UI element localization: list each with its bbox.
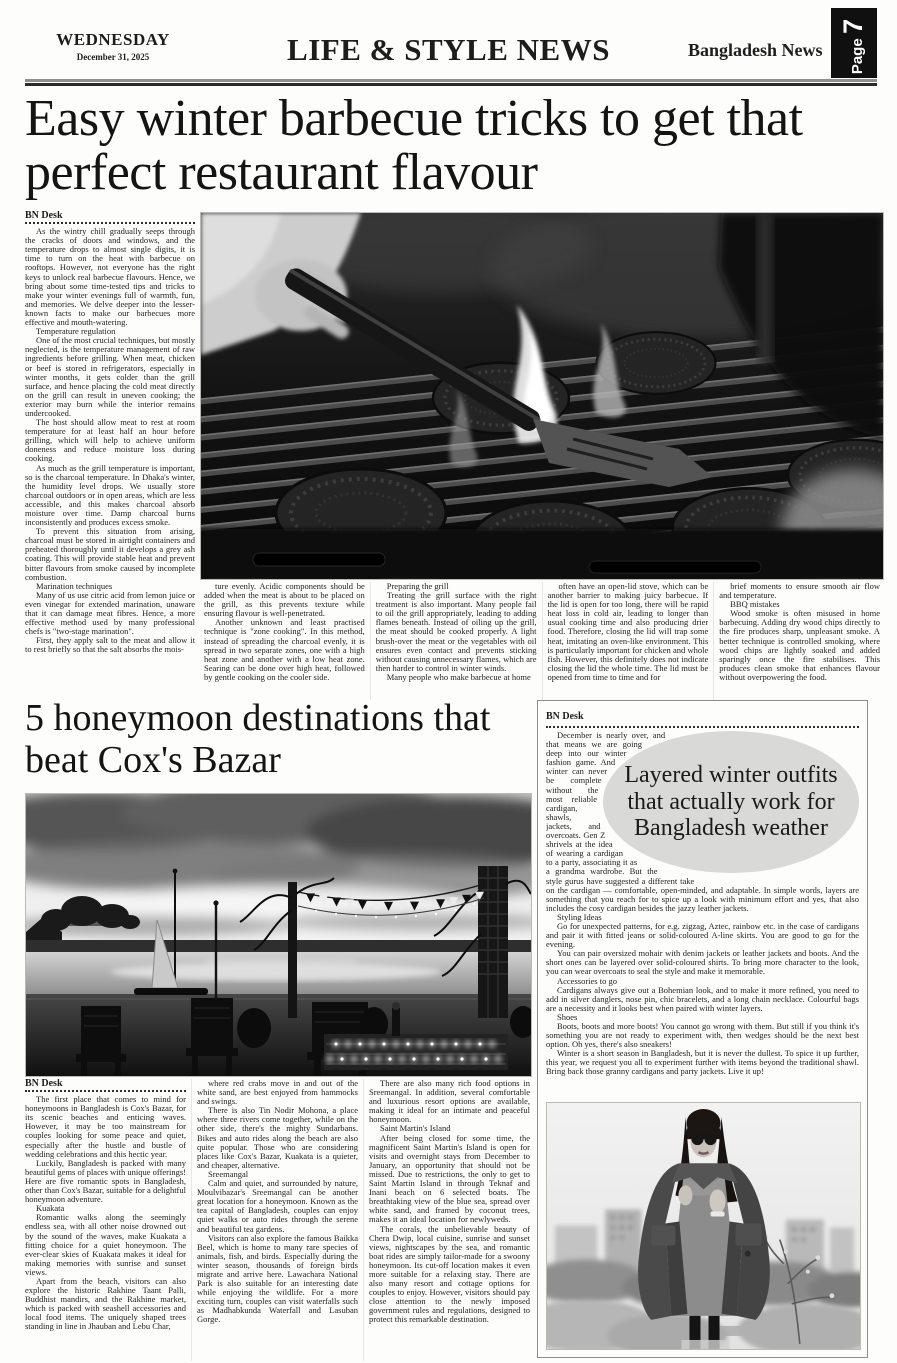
page-number-rotated-text (838, 18, 869, 75)
beach-sunset-photo (25, 793, 532, 1077)
bbq-article-column-3 (370, 582, 537, 700)
fashion-article-headline: Layered winter outfits that actually work for Bangladesh weather (624, 761, 838, 842)
bbq-grill-photo (200, 212, 884, 580)
bbq-article-column-1 (25, 211, 195, 699)
paragraph: Winter is a short season in Bangladesh, but it is never the dullest. To spice it up further, this year, we request you all to experiment further with items beyond the traditional shawl. Bring back those granny cardigans and party jackets. Live it up! (546, 1048, 859, 1077)
byline (546, 706, 859, 728)
fashion-article-box (537, 700, 868, 1358)
paragraph: Romantic walks along the seemingly endless sea, with all other noise drowned out by the sound of the waves, make Kuakata a fitting choice for a quiet honeymoon. The ever-clear skies of Kuakata makes it ideal for making memories with sunrise and sunset views. (25, 1212, 186, 1277)
bbq-article-column-2 (204, 582, 365, 700)
paragraph: Temperature regulation (36, 326, 116, 337)
paragraph: You can pair oversized mohair with denim jackets or leather jackets and boots. And the short ones can be layered over solid-coloured shirts. To bring more character to the look, you can wear overcoats to seal the style and make it memorable. (546, 948, 859, 977)
paragraph: Many of us use citric acid from lemon juice or even vinegar for extended marination, unaware that it can damage meat fibres. Hence, a more effective method used by many professional chefs is "two-stage marination". (25, 589, 195, 637)
byline-dotted-rule (546, 726, 859, 728)
paragraph: Luckily, Bangladesh is packed with many beautiful gems of places with unique offerings! Here are five romantic spots in Bangladesh, other than Cox's Bazar, suitable for a delightful honeymoon adventure. (25, 1157, 186, 1205)
newspaper-brand: Bangladesh News (688, 40, 823, 60)
article-column-text (25, 1095, 186, 1331)
byline-dotted-rule (25, 222, 195, 224)
paragraph: To prevent this situation from arising, charcoal must be stored in airtight containers and preheated thoroughly until it develops a grey ash coating. This will provide stable heat and prevent bitter flavours from smoke caused by incomplete combustion. (25, 526, 195, 582)
honeymoon-article-column-1 (25, 1079, 186, 1361)
paragraph: Preparing the grill (386, 582, 449, 591)
bbq-article-headline: Easy winter barbecue tricks to get that perfect restaurant flavour (25, 90, 803, 202)
section-masthead: LIFE & STYLE NEWS (287, 32, 610, 67)
paragraph: As the wintry chill gradually seeps through the cracks of doors and windows, and the temperature drops to almost single digits, it is time to turn on the heat with barbecue on rooftops. However, not everyone has the right keys to unlock real barbecue flavours. Hence, we bring about some time-tested tips and tricks to make your winter evenings full of warmth, fun, and memories. We delve deeper into the lesser-known facts to make our barbecues more effective and mouth-watering. (25, 226, 195, 328)
paragraph: The host should allow meat to rest at room temperature for at least half an hour before grilling, which will help to achieve uniform doneness and reduce moisture loss during cooking. (25, 417, 195, 464)
page-number: 7 (838, 18, 869, 34)
paragraph: After being closed for some time, the magnificent Saint Martin's Island is open for visits and overnight stays from December to January, an opportunity that should not be missed. Due to restrictions, the only to get to Saint Martin Island in through Teknaf and Inani beach on 6 selected boats. The breathtaking view of the blue sea, spread over white sand, and framed by coconut trees, makes it an ideal location for newlyweds. (369, 1132, 530, 1225)
paragraph: Wood smoke is often misused in home barbecuing. Adding dry wood chips directly to the fire produces sharp, unpleasant smoke. A better technique is controlled smoking, where wood chips are lightly soaked and added sparingly once the fire stabilises. This produces clean smoke that enhances flavour without overpowering the food. (719, 608, 880, 682)
paragraph: One of the most crucial techniques, but mostly neglected, is the temperature management of raw ingredients before grilling. When meat, chicken or beef is stored in refrigerators, especially in winter months, it gets colder than the grill surface, and hence placing the cold meat directly on the grill can result in uneven cooking; the exterior may burn while the interior remains undercooked. (25, 335, 195, 418)
byline-name: BN Desk (25, 1079, 63, 1089)
paragraph: where red crabs move in and out of the white sand, are best enjoyed from hammocks and swings. (197, 1079, 358, 1107)
honeymoon-article-columns (25, 1079, 530, 1361)
paragraph: Go for unexpected patterns, for e.g. zigzag, Aztec, rainbow etc. in the case of cardigans and pair it with fitted jeans or solid-coloured A-line skirts. You are good to go for the evening. (546, 920, 859, 950)
paragraph: Another unknown and least practised technique is "zone cooking". In this method, instead of spreading the charcoal evenly, it is spread in two separate zones, one with a high heat zone and another with a low heat zone. Searing can be done over high heat, followed by gentle cooking on the cooler side. (204, 617, 365, 682)
beach-sunset-illustration (26, 794, 531, 1076)
fashion-article-text (546, 731, 859, 1087)
fashion-headline-ellipse (603, 731, 859, 873)
paragraph: Sreemangal (208, 1168, 249, 1179)
fashion-model-photo (546, 1102, 861, 1350)
paragraph: Saint Martin's Island (380, 1123, 451, 1134)
byline (25, 211, 195, 224)
paragraph: Boots, boots and more boots! You cannot go wrong with them. But still if you think it's something you are not ready to experiment with, then wedges should be the next best option. Oh yes, there's also sneakers! (546, 1021, 859, 1050)
paragraph: BBQ mistakes (730, 599, 780, 610)
paragraph: The first place that comes to mind for honeymoons in Bangladesh is Cox's Bazar, for its scenic beaches and enticing waves. However, it may be too mainstream for couples looking for some peace and quiet, especially after the hustle and bustle of wedding celebrations and this hectic year. (25, 1094, 186, 1159)
paragraph: The corals, the unbelievable beauty of Chera Dwip, local cuisine, sunrise and sunset views, nightscapes by the sea, and romantic boat rides are simply tailor-made for a swoony honeymoon. Its cut-off location makes it even more suitable for a relaxing stay. There are also many resort and cottage options for couples to enjoy. However, visitors should pay close attention to the newly imposed government rules and regulations, designed to protect this remarkable destination. (369, 1223, 530, 1325)
paragraph: Treating the grill surface with the right treatment is also important. Many people fail to oil the grill appropriately, leading to adding flames beneath. Instead of oiling up the grill, the meat should be cooked properly. A light brush-over the meat or the vegetables with oil ensures even contact and prevents sticking without causing unnecessary flames, which are then harder to control in winter winds. (375, 590, 537, 673)
byline-name: BN Desk (25, 211, 63, 221)
bbq-article-column-4 (542, 582, 709, 700)
header-divider-rule (25, 78, 877, 86)
bbq-article-lower-columns (204, 582, 880, 700)
paragraph: brief moments to ensure smooth air flow and temperature. (719, 582, 880, 601)
bbq-grill-illustration (201, 213, 883, 579)
paragraph: First, they apply salt to the meat and allow it to rest briefly so that the salt absorbs the mois- (25, 635, 195, 655)
paragraph: Cardigans always give out a Bohemian look, and to make it more refined, you need to add in silver danglers, nose pin, chic bracelets, and a long chain necklace. Colourful bags are a necessity and it looks best when paired with winter layers. (546, 984, 859, 1013)
date-label: December 31, 2025 (76, 52, 150, 62)
honeymoon-article-column-2 (191, 1079, 358, 1361)
paragraph: Visitors can also explore the famous Baikka Beel, which is home to many rare species of animals, fish, and birds. Especially during the winter season, thousands of foreign birds migrate and arrive here. Lawachara National Park is also suitable for an interesting date while enjoying the wildlife. For a more exciting turn, couples can visit waterfalls such as Madhabkunda Waterfall and Lasuban Gorge. (197, 1232, 358, 1325)
bbq-article-column-5 (713, 582, 880, 700)
paragraph: often have an open-lid stove, which can be another barrier to making juicy barbecue. If the lid is open for too long, there will be rapid heat loss in cold air, leading to longer than usual cooking time and also producing drier food. Therefore, closing the lid will trap some heat, imitating an oven-like environment. This is particularly important for chicken and whole fish. However, this definitely does not indicate closing the lid the whole time. The lid must be opened from time to time and for (547, 582, 709, 682)
paragraph: There is also Tin Nodir Mohona, a place where three rivers come together, while on the other side, there's the mighty Sundarbans. Bikes and auto rides along the beach are also quite popular. Those who are considering places like Cox's Bazar, Kuakata is a quieter, and cheaper, alternative. (197, 1105, 358, 1170)
byline-dotted-rule (25, 1090, 186, 1092)
byline (25, 1079, 186, 1092)
paragraph: Calm and quiet, and surrounded by nature, Moulvibazar's Sreemangal can be another great location for a honeymoon. Known as the tea capital of Bangladesh, couples can enjoy quiet walks or auto rides through the serene and beautiful tea gardens. (197, 1178, 358, 1234)
fashion-model-illustration (547, 1103, 860, 1349)
page-number-box (831, 8, 877, 85)
article-column-text (25, 227, 195, 654)
paragraph: Kuakata (36, 1203, 65, 1214)
weekday-label: WEDNESDAY (56, 30, 170, 49)
paragraph: ture evenly. Acidic components should be added when the meat is about to be placed on the grill, as this prevents texture while ensuring flavour is well-penetrated. (204, 582, 365, 619)
paragraph: Shoes (557, 1011, 578, 1022)
honeymoon-article-column-3 (363, 1079, 530, 1361)
paragraph: Many people who make barbecue at home (386, 671, 531, 682)
paragraph: As much as the grill temperature is important, so is the charcoal temperature. In Dhaka's winter, the humidity level drops. We usually store charcoal outdoors or in open areas, which are less accessible, and this makes charcoal absorb moisture over time. Damp charcoal burns inconsistently and produces excess smoke. (25, 462, 195, 528)
byline-name: BN Desk (546, 711, 584, 722)
page-label: Page (849, 38, 867, 75)
honeymoon-article-headline: 5 honeymoon destinations that beat Cox's Bazar (25, 697, 491, 781)
paragraph: Accessories to go (557, 975, 617, 986)
paragraph: Marination techniques (36, 580, 113, 591)
paragraph: Styling Ideas (557, 911, 602, 922)
paragraph: December is nearly over, and that means we are going deep into our winter fashion game. And winter can never be complete without the most reliable cardigan, shawls, jackets, and overcoats. Gen Z shrivels at the idea of wearing a cardigan to a party, associating it as a grandma wardrobe. But the style gurus have suggested a different take on the cardigan — comfortable, open-minded, and adaptable. In simple words, layers are something that you reach for to spice up a look with minimum effort and yes, that also includes the cosy cardigan besides the jazzy leather jackets. (546, 731, 859, 913)
paragraph: Apart from the beach, visitors can also explore the historic Rakhine Taant Palli, Buddhist mandirs, and the Rakhine market, which is packed with seashell accessories and local food items. The uniquely shaped trees standing in line in Jhauban and Lebu Char, (25, 1275, 186, 1332)
paragraph: There are also many rich food options in Sreemangal. In addition, several comfortable and luxurious resort options are available, making it ideal for an intimate and peaceful honeymoon. (369, 1079, 530, 1125)
